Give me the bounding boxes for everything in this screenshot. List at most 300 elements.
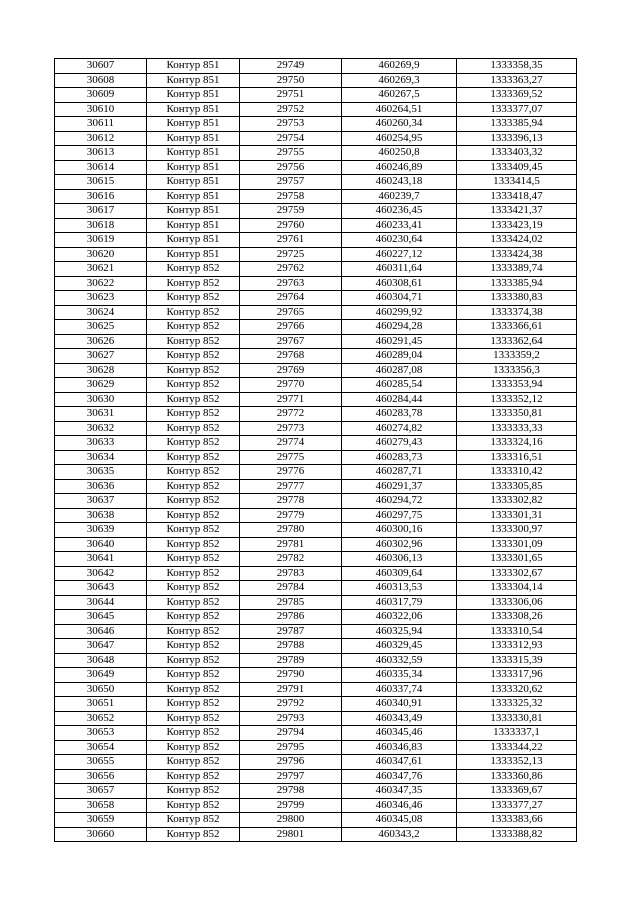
table-row <box>55 566 577 581</box>
vertex-id-cell: 29783 <box>240 566 342 581</box>
x-coordinate-cell: 460230,64 <box>342 233 457 248</box>
table-row <box>55 392 577 407</box>
x-coordinate-cell: 460345,08 <box>342 813 457 828</box>
vertex-id-cell: 29797 <box>240 769 342 784</box>
contour-name-cell: Контур 851 <box>147 233 240 248</box>
point-number-cell: 30623 <box>55 291 147 306</box>
point-number-cell: 30625 <box>55 320 147 335</box>
y-coordinate-cell: 1333363,27 <box>457 73 577 88</box>
table-row <box>55 407 577 422</box>
point-number-cell: 30612 <box>55 131 147 146</box>
contour-name-cell: Контур 852 <box>147 523 240 538</box>
y-coordinate-cell: 1333369,67 <box>457 784 577 799</box>
contour-name-cell: Контур 852 <box>147 305 240 320</box>
table-row <box>55 262 577 277</box>
y-coordinate-cell: 1333369,52 <box>457 88 577 103</box>
y-coordinate-cell: 1333324,16 <box>457 436 577 451</box>
contour-name-cell: Контур 852 <box>147 827 240 842</box>
contour-name-cell: Контур 851 <box>147 146 240 161</box>
table-row <box>55 668 577 683</box>
y-coordinate-cell: 1333312,93 <box>457 639 577 654</box>
vertex-id-cell: 29754 <box>240 131 342 146</box>
contour-name-cell: Контур 852 <box>147 639 240 654</box>
contour-name-cell: Контур 852 <box>147 392 240 407</box>
x-coordinate-cell: 460267,5 <box>342 88 457 103</box>
vertex-id-cell: 29766 <box>240 320 342 335</box>
vertex-id-cell: 29791 <box>240 682 342 697</box>
y-coordinate-cell: 1333380,83 <box>457 291 577 306</box>
contour-name-cell: Контур 852 <box>147 813 240 828</box>
x-coordinate-cell: 460343,2 <box>342 827 457 842</box>
vertex-id-cell: 29767 <box>240 334 342 349</box>
contour-name-cell: Контур 852 <box>147 784 240 799</box>
y-coordinate-cell: 1333424,02 <box>457 233 577 248</box>
contour-name-cell: Контур 852 <box>147 494 240 509</box>
y-coordinate-cell: 1333396,13 <box>457 131 577 146</box>
table-row <box>55 595 577 610</box>
table-row <box>55 697 577 712</box>
y-coordinate-cell: 1333301,65 <box>457 552 577 567</box>
vertex-id-cell: 29775 <box>240 450 342 465</box>
table-row <box>55 726 577 741</box>
vertex-id-cell: 29772 <box>240 407 342 422</box>
y-coordinate-cell: 1333344,22 <box>457 740 577 755</box>
y-coordinate-cell: 1333385,94 <box>457 117 577 132</box>
contour-name-cell: Контур 852 <box>147 552 240 567</box>
table-row <box>55 450 577 465</box>
coordinates-table <box>54 58 577 842</box>
point-number-cell: 30639 <box>55 523 147 538</box>
x-coordinate-cell: 460227,12 <box>342 247 457 262</box>
vertex-id-cell: 29725 <box>240 247 342 262</box>
table-row <box>55 740 577 755</box>
table-row <box>55 465 577 480</box>
contour-name-cell: Контур 852 <box>147 537 240 552</box>
vertex-id-cell: 29762 <box>240 262 342 277</box>
contour-name-cell: Контур 852 <box>147 320 240 335</box>
table-row <box>55 552 577 567</box>
point-number-cell: 30636 <box>55 479 147 494</box>
contour-name-cell: Контур 852 <box>147 711 240 726</box>
vertex-id-cell: 29800 <box>240 813 342 828</box>
table-row <box>55 827 577 842</box>
y-coordinate-cell: 1333358,35 <box>457 59 577 74</box>
contour-name-cell: Контур 852 <box>147 566 240 581</box>
contour-name-cell: Контур 852 <box>147 450 240 465</box>
x-coordinate-cell: 460317,79 <box>342 595 457 610</box>
table-row <box>55 102 577 117</box>
y-coordinate-cell: 1333353,94 <box>457 378 577 393</box>
x-coordinate-cell: 460337,74 <box>342 682 457 697</box>
table-row <box>55 523 577 538</box>
point-number-cell: 30648 <box>55 653 147 668</box>
point-number-cell: 30640 <box>55 537 147 552</box>
table-row <box>55 131 577 146</box>
y-coordinate-cell: 1333333,33 <box>457 421 577 436</box>
point-number-cell: 30626 <box>55 334 147 349</box>
contour-name-cell: Контур 852 <box>147 262 240 277</box>
vertex-id-cell: 29774 <box>240 436 342 451</box>
point-number-cell: 30651 <box>55 697 147 712</box>
vertex-id-cell: 29796 <box>240 755 342 770</box>
vertex-id-cell: 29786 <box>240 610 342 625</box>
table-row <box>55 117 577 132</box>
x-coordinate-cell: 460302,96 <box>342 537 457 552</box>
contour-name-cell: Контур 852 <box>147 682 240 697</box>
point-number-cell: 30630 <box>55 392 147 407</box>
x-coordinate-cell: 460285,54 <box>342 378 457 393</box>
point-number-cell: 30624 <box>55 305 147 320</box>
y-coordinate-cell: 1333424,38 <box>457 247 577 262</box>
x-coordinate-cell: 460291,37 <box>342 479 457 494</box>
point-number-cell: 30655 <box>55 755 147 770</box>
point-number-cell: 30610 <box>55 102 147 117</box>
y-coordinate-cell: 1333306,06 <box>457 595 577 610</box>
y-coordinate-cell: 1333310,42 <box>457 465 577 480</box>
point-number-cell: 30622 <box>55 276 147 291</box>
x-coordinate-cell: 460347,61 <box>342 755 457 770</box>
contour-name-cell: Контур 851 <box>147 204 240 219</box>
x-coordinate-cell: 460329,45 <box>342 639 457 654</box>
vertex-id-cell: 29777 <box>240 479 342 494</box>
vertex-id-cell: 29779 <box>240 508 342 523</box>
contour-name-cell: Контур 852 <box>147 769 240 784</box>
point-number-cell: 30656 <box>55 769 147 784</box>
table-row <box>55 784 577 799</box>
contour-name-cell: Контур 852 <box>147 334 240 349</box>
x-coordinate-cell: 460284,44 <box>342 392 457 407</box>
point-number-cell: 30617 <box>55 204 147 219</box>
y-coordinate-cell: 1333409,45 <box>457 160 577 175</box>
point-number-cell: 30620 <box>55 247 147 262</box>
vertex-id-cell: 29761 <box>240 233 342 248</box>
contour-name-cell: Контур 852 <box>147 624 240 639</box>
vertex-id-cell: 29758 <box>240 189 342 204</box>
table-row <box>55 682 577 697</box>
x-coordinate-cell: 460279,43 <box>342 436 457 451</box>
x-coordinate-cell: 460269,9 <box>342 59 457 74</box>
table-row <box>55 204 577 219</box>
point-number-cell: 30608 <box>55 73 147 88</box>
x-coordinate-cell: 460254,95 <box>342 131 457 146</box>
contour-name-cell: Контур 852 <box>147 349 240 364</box>
contour-name-cell: Контур 852 <box>147 726 240 741</box>
point-number-cell: 30660 <box>55 827 147 842</box>
point-number-cell: 30637 <box>55 494 147 509</box>
contour-name-cell: Контур 852 <box>147 697 240 712</box>
table-row <box>55 146 577 161</box>
x-coordinate-cell: 460345,46 <box>342 726 457 741</box>
y-coordinate-cell: 1333305,85 <box>457 479 577 494</box>
y-coordinate-cell: 1333301,09 <box>457 537 577 552</box>
vertex-id-cell: 29773 <box>240 421 342 436</box>
y-coordinate-cell: 1333337,1 <box>457 726 577 741</box>
table-row <box>55 610 577 625</box>
x-coordinate-cell: 460291,45 <box>342 334 457 349</box>
table-row <box>55 494 577 509</box>
x-coordinate-cell: 460322,06 <box>342 610 457 625</box>
point-number-cell: 30633 <box>55 436 147 451</box>
contour-name-cell: Контур 851 <box>147 117 240 132</box>
table-row <box>55 175 577 190</box>
table-row <box>55 334 577 349</box>
x-coordinate-cell: 460306,13 <box>342 552 457 567</box>
x-coordinate-cell: 460287,08 <box>342 363 457 378</box>
contour-name-cell: Контур 851 <box>147 59 240 74</box>
table-row <box>55 233 577 248</box>
point-number-cell: 30659 <box>55 813 147 828</box>
contour-name-cell: Контур 852 <box>147 276 240 291</box>
vertex-id-cell: 29771 <box>240 392 342 407</box>
point-number-cell: 30642 <box>55 566 147 581</box>
y-coordinate-cell: 1333389,74 <box>457 262 577 277</box>
x-coordinate-cell: 460274,82 <box>342 421 457 436</box>
y-coordinate-cell: 1333302,82 <box>457 494 577 509</box>
table-row <box>55 363 577 378</box>
vertex-id-cell: 29799 <box>240 798 342 813</box>
point-number-cell: 30654 <box>55 740 147 755</box>
x-coordinate-cell: 460294,72 <box>342 494 457 509</box>
vertex-id-cell: 29776 <box>240 465 342 480</box>
table-row <box>55 247 577 262</box>
y-coordinate-cell: 1333385,94 <box>457 276 577 291</box>
x-coordinate-cell: 460260,34 <box>342 117 457 132</box>
contour-name-cell: Контур 851 <box>147 175 240 190</box>
y-coordinate-cell: 1333377,27 <box>457 798 577 813</box>
vertex-id-cell: 29760 <box>240 218 342 233</box>
x-coordinate-cell: 460346,46 <box>342 798 457 813</box>
table-row <box>55 581 577 596</box>
x-coordinate-cell: 460304,71 <box>342 291 457 306</box>
vertex-id-cell: 29759 <box>240 204 342 219</box>
table-row <box>55 378 577 393</box>
vertex-id-cell: 29795 <box>240 740 342 755</box>
x-coordinate-cell: 460233,41 <box>342 218 457 233</box>
contour-name-cell: Контур 851 <box>147 131 240 146</box>
vertex-id-cell: 29801 <box>240 827 342 842</box>
y-coordinate-cell: 1333350,81 <box>457 407 577 422</box>
vertex-id-cell: 29750 <box>240 73 342 88</box>
vertex-id-cell: 29784 <box>240 581 342 596</box>
table-row <box>55 769 577 784</box>
point-number-cell: 30634 <box>55 450 147 465</box>
vertex-id-cell: 29770 <box>240 378 342 393</box>
vertex-id-cell: 29755 <box>240 146 342 161</box>
table-row <box>55 537 577 552</box>
x-coordinate-cell: 460250,8 <box>342 146 457 161</box>
vertex-id-cell: 29749 <box>240 59 342 74</box>
x-coordinate-cell: 460246,89 <box>342 160 457 175</box>
table-row <box>55 349 577 364</box>
point-number-cell: 30616 <box>55 189 147 204</box>
y-coordinate-cell: 1333316,51 <box>457 450 577 465</box>
vertex-id-cell: 29781 <box>240 537 342 552</box>
table-row <box>55 276 577 291</box>
point-number-cell: 30613 <box>55 146 147 161</box>
point-number-cell: 30618 <box>55 218 147 233</box>
vertex-id-cell: 29778 <box>240 494 342 509</box>
contour-name-cell: Контур 852 <box>147 755 240 770</box>
contour-name-cell: Контур 852 <box>147 595 240 610</box>
contour-name-cell: Контур 852 <box>147 581 240 596</box>
table-row <box>55 160 577 175</box>
point-number-cell: 30632 <box>55 421 147 436</box>
y-coordinate-cell: 1333383,66 <box>457 813 577 828</box>
table-row <box>55 479 577 494</box>
y-coordinate-cell: 1333403,32 <box>457 146 577 161</box>
point-number-cell: 30653 <box>55 726 147 741</box>
contour-name-cell: Контур 851 <box>147 73 240 88</box>
point-number-cell: 30646 <box>55 624 147 639</box>
contour-name-cell: Контур 852 <box>147 378 240 393</box>
x-coordinate-cell: 460347,35 <box>342 784 457 799</box>
y-coordinate-cell: 1333304,14 <box>457 581 577 596</box>
vertex-id-cell: 29780 <box>240 523 342 538</box>
y-coordinate-cell: 1333377,07 <box>457 102 577 117</box>
point-number-cell: 30627 <box>55 349 147 364</box>
y-coordinate-cell: 1333374,38 <box>457 305 577 320</box>
point-number-cell: 30638 <box>55 508 147 523</box>
y-coordinate-cell: 1333388,82 <box>457 827 577 842</box>
point-number-cell: 30611 <box>55 117 147 132</box>
y-coordinate-cell: 1333421,37 <box>457 204 577 219</box>
x-coordinate-cell: 460300,16 <box>342 523 457 538</box>
contour-name-cell: Контур 851 <box>147 218 240 233</box>
contour-name-cell: Контур 852 <box>147 668 240 683</box>
x-coordinate-cell: 460269,3 <box>342 73 457 88</box>
x-coordinate-cell: 460325,94 <box>342 624 457 639</box>
contour-name-cell: Контур 852 <box>147 291 240 306</box>
x-coordinate-cell: 460264,51 <box>342 102 457 117</box>
table-row <box>55 218 577 233</box>
contour-name-cell: Контур 852 <box>147 465 240 480</box>
table-row <box>55 624 577 639</box>
point-number-cell: 30641 <box>55 552 147 567</box>
y-coordinate-cell: 1333325,32 <box>457 697 577 712</box>
y-coordinate-cell: 1333301,31 <box>457 508 577 523</box>
contour-name-cell: Контур 852 <box>147 508 240 523</box>
table-row <box>55 320 577 335</box>
vertex-id-cell: 29792 <box>240 697 342 712</box>
y-coordinate-cell: 1333352,12 <box>457 392 577 407</box>
point-number-cell: 30628 <box>55 363 147 378</box>
y-coordinate-cell: 1333302,67 <box>457 566 577 581</box>
point-number-cell: 30609 <box>55 88 147 103</box>
vertex-id-cell: 29785 <box>240 595 342 610</box>
y-coordinate-cell: 1333310,54 <box>457 624 577 639</box>
y-coordinate-cell: 1333356,3 <box>457 363 577 378</box>
x-coordinate-cell: 460308,61 <box>342 276 457 291</box>
table-row <box>55 73 577 88</box>
y-coordinate-cell: 1333366,61 <box>457 320 577 335</box>
contour-name-cell: Контур 851 <box>147 189 240 204</box>
table-row <box>55 653 577 668</box>
table-row <box>55 305 577 320</box>
point-number-cell: 30619 <box>55 233 147 248</box>
x-coordinate-cell: 460283,73 <box>342 450 457 465</box>
point-number-cell: 30621 <box>55 262 147 277</box>
y-coordinate-cell: 1333362,64 <box>457 334 577 349</box>
contour-name-cell: Контур 852 <box>147 421 240 436</box>
contour-name-cell: Контур 852 <box>147 610 240 625</box>
y-coordinate-cell: 1333352,13 <box>457 755 577 770</box>
y-coordinate-cell: 1333317,96 <box>457 668 577 683</box>
table-row <box>55 813 577 828</box>
vertex-id-cell: 29753 <box>240 117 342 132</box>
vertex-id-cell: 29789 <box>240 653 342 668</box>
contour-name-cell: Контур 851 <box>147 88 240 103</box>
table-body <box>55 59 577 842</box>
point-number-cell: 30631 <box>55 407 147 422</box>
x-coordinate-cell: 460294,28 <box>342 320 457 335</box>
contour-name-cell: Контур 852 <box>147 479 240 494</box>
document-page <box>54 58 576 842</box>
x-coordinate-cell: 460313,53 <box>342 581 457 596</box>
vertex-id-cell: 29782 <box>240 552 342 567</box>
x-coordinate-cell: 460340,91 <box>342 697 457 712</box>
contour-name-cell: Контур 852 <box>147 363 240 378</box>
x-coordinate-cell: 460309,64 <box>342 566 457 581</box>
table-row <box>55 291 577 306</box>
vertex-id-cell: 29752 <box>240 102 342 117</box>
point-number-cell: 30652 <box>55 711 147 726</box>
x-coordinate-cell: 460332,59 <box>342 653 457 668</box>
y-coordinate-cell: 1333308,26 <box>457 610 577 625</box>
contour-name-cell: Контур 852 <box>147 798 240 813</box>
vertex-id-cell: 29788 <box>240 639 342 654</box>
vertex-id-cell: 29763 <box>240 276 342 291</box>
x-coordinate-cell: 460346,83 <box>342 740 457 755</box>
contour-name-cell: Контур 852 <box>147 436 240 451</box>
table-row <box>55 189 577 204</box>
table-row <box>55 59 577 74</box>
contour-name-cell: Контур 851 <box>147 247 240 262</box>
x-coordinate-cell: 460297,75 <box>342 508 457 523</box>
vertex-id-cell: 29757 <box>240 175 342 190</box>
table-row <box>55 798 577 813</box>
x-coordinate-cell: 460343,49 <box>342 711 457 726</box>
y-coordinate-cell: 1333330,81 <box>457 711 577 726</box>
y-coordinate-cell: 1333300,97 <box>457 523 577 538</box>
y-coordinate-cell: 1333359,2 <box>457 349 577 364</box>
point-number-cell: 30614 <box>55 160 147 175</box>
point-number-cell: 30657 <box>55 784 147 799</box>
contour-name-cell: Контур 851 <box>147 102 240 117</box>
vertex-id-cell: 29769 <box>240 363 342 378</box>
y-coordinate-cell: 1333360,86 <box>457 769 577 784</box>
point-number-cell: 30658 <box>55 798 147 813</box>
vertex-id-cell: 29756 <box>240 160 342 175</box>
y-coordinate-cell: 1333315,39 <box>457 653 577 668</box>
x-coordinate-cell: 460311,64 <box>342 262 457 277</box>
y-coordinate-cell: 1333414,5 <box>457 175 577 190</box>
x-coordinate-cell: 460287,71 <box>342 465 457 480</box>
y-coordinate-cell: 1333423,19 <box>457 218 577 233</box>
point-number-cell: 30650 <box>55 682 147 697</box>
x-coordinate-cell: 460283,78 <box>342 407 457 422</box>
point-number-cell: 30649 <box>55 668 147 683</box>
x-coordinate-cell: 460239,7 <box>342 189 457 204</box>
table-row <box>55 436 577 451</box>
point-number-cell: 30635 <box>55 465 147 480</box>
y-coordinate-cell: 1333320,62 <box>457 682 577 697</box>
point-number-cell: 30607 <box>55 59 147 74</box>
table-row <box>55 508 577 523</box>
point-number-cell: 30645 <box>55 610 147 625</box>
x-coordinate-cell: 460299,92 <box>342 305 457 320</box>
contour-name-cell: Контур 852 <box>147 653 240 668</box>
table-row <box>55 88 577 103</box>
